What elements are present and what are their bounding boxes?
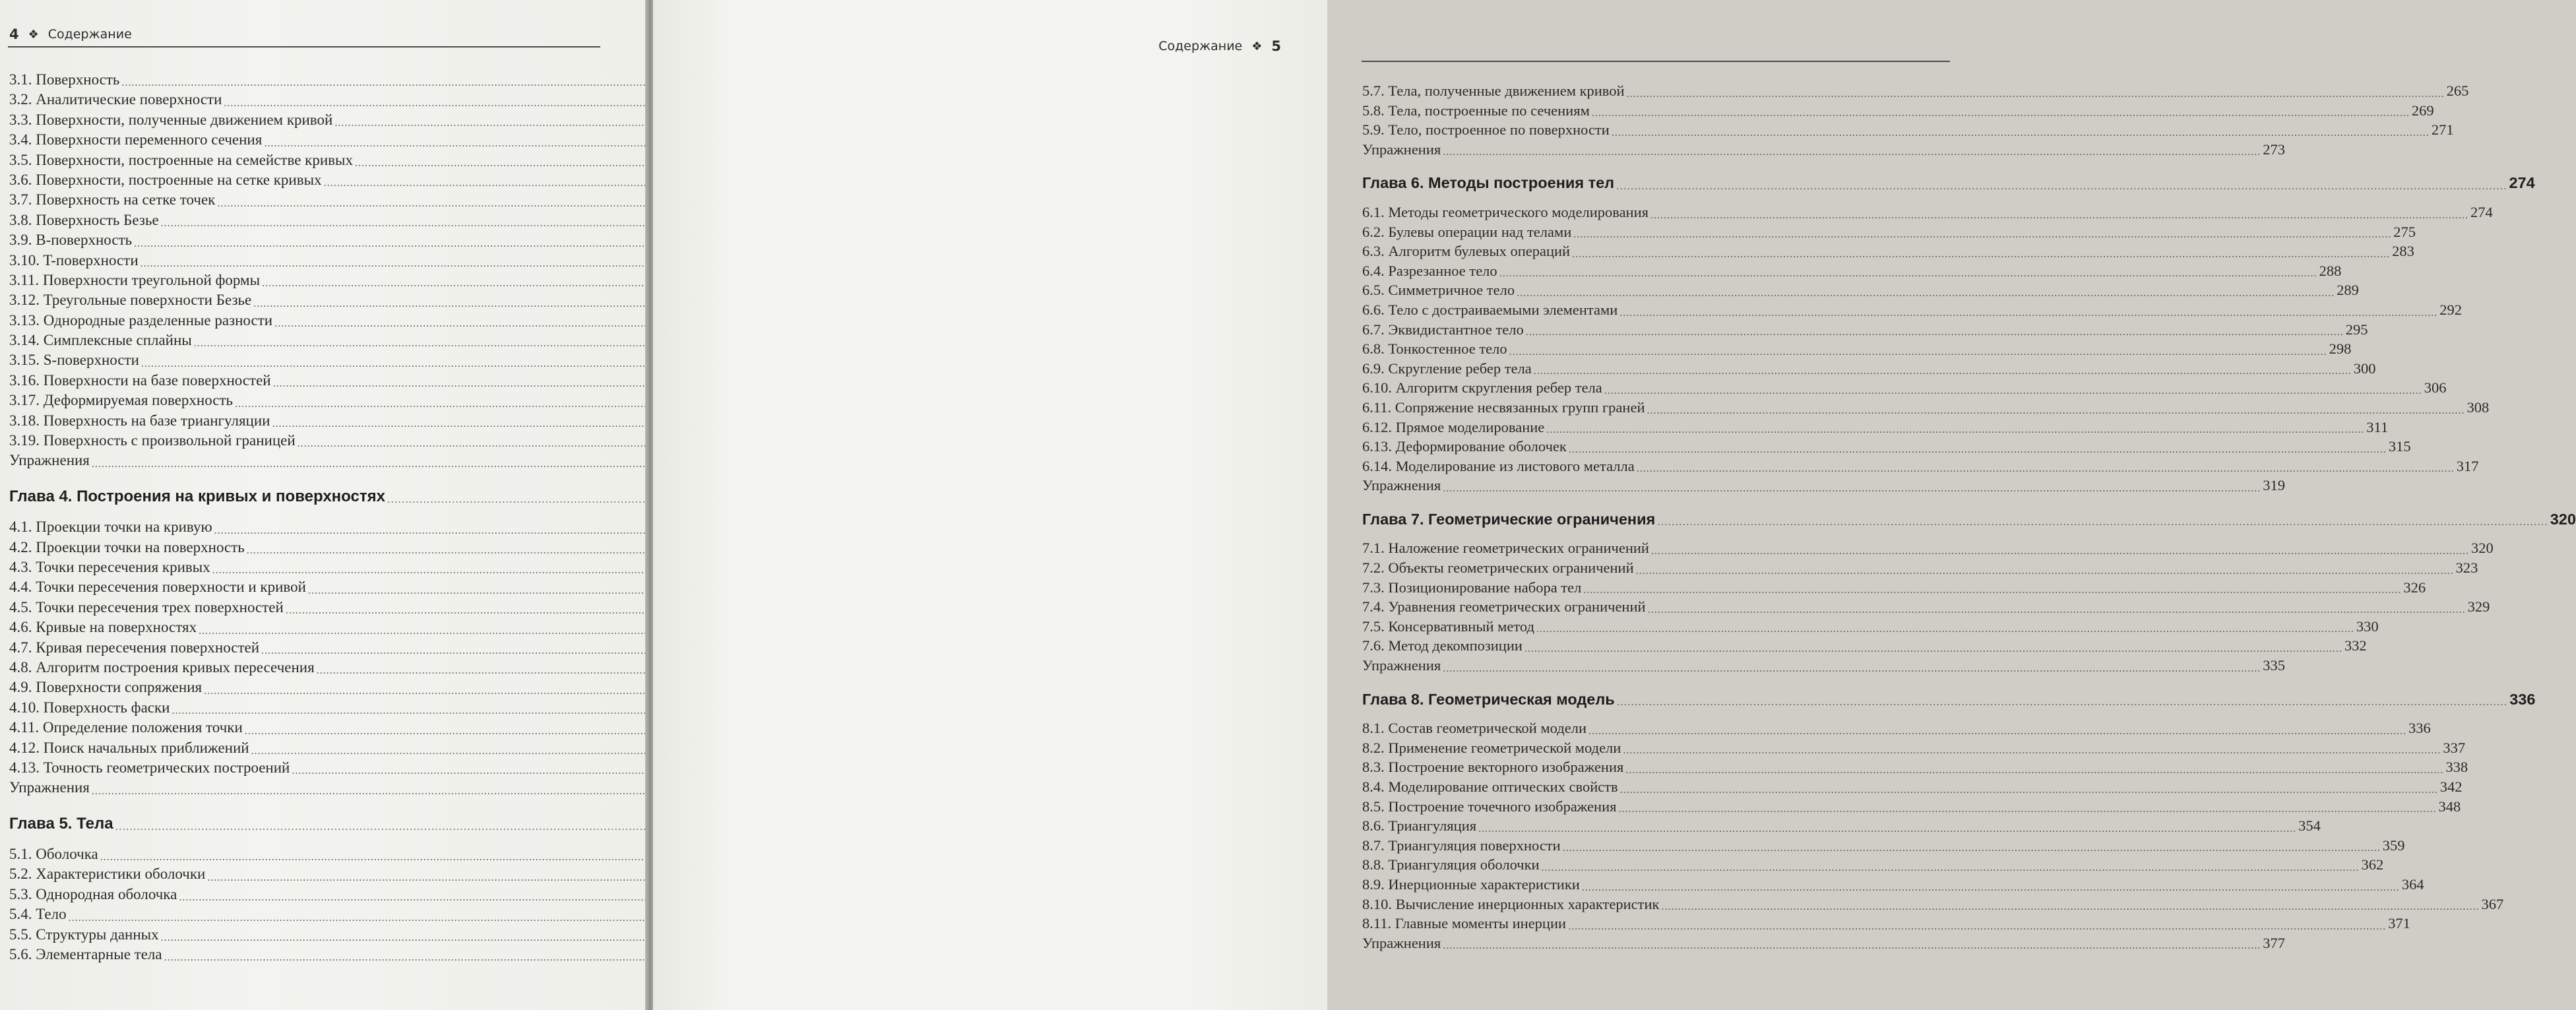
entry-title: 8.1. Состав геометрической модели xyxy=(1362,720,1586,737)
toc-entry xyxy=(9,391,603,410)
toc-entry xyxy=(9,311,603,331)
dot-leader xyxy=(1620,784,2438,797)
page-ref: 265 xyxy=(2446,82,2469,99)
entry-title: 3.3. Поверхности, полученные движением кривой xyxy=(9,111,333,128)
dot-leader xyxy=(1636,565,2454,578)
toc-entry xyxy=(9,110,603,130)
dot-leader xyxy=(1582,881,2400,895)
toc-entry xyxy=(9,945,603,964)
entry-title: 7.2. Объекты геометрических ограничений xyxy=(1362,559,1634,577)
entry-title: 3.4. Поверхности переменного сечения xyxy=(9,131,263,148)
toc-entry xyxy=(9,270,603,290)
chapter-title: Глава 6. Методы построения тел xyxy=(1362,174,1615,192)
entry-title: 7.6. Метод декомпозиции xyxy=(1362,637,1523,654)
entry-title: 6.11. Сопряжение несвязанных групп граней xyxy=(1362,398,1645,416)
page-ref: 337 xyxy=(2443,739,2466,756)
page-ref: 274 xyxy=(2470,203,2493,220)
toc-entry xyxy=(9,290,603,310)
entry-title: 3.13. Однородные разделенные разности xyxy=(9,311,273,329)
toc-entry xyxy=(9,350,603,370)
toc-entry xyxy=(1362,140,2285,160)
entry-title: Упражнения xyxy=(9,779,90,796)
dot-leader xyxy=(1651,545,2469,558)
entry-title: 3.6. Поверхности, построенные на сетке кривых xyxy=(9,171,322,188)
toc-entry xyxy=(9,70,603,90)
toc-entry xyxy=(1362,398,2490,418)
running-head-left xyxy=(9,26,132,42)
toc-entry xyxy=(1362,875,2424,895)
dot-leader xyxy=(1443,662,2261,676)
toc-entry xyxy=(1362,578,2426,598)
page-ref: 311 xyxy=(2366,418,2389,435)
entry-title: 6.5. Симметричное тело xyxy=(1362,282,1515,299)
page-ref: 329 xyxy=(2467,598,2490,615)
dot-leader xyxy=(1650,209,2468,222)
toc-entry xyxy=(9,925,603,945)
toc-entry xyxy=(9,638,603,658)
entry-title: 8.5. Построение точечного изображения xyxy=(1362,798,1617,815)
entry-title: 5.6. Элементарные тела xyxy=(9,946,162,963)
entry-title: 7.5. Консервативный метод xyxy=(1362,617,1534,635)
dot-leader xyxy=(1604,385,2422,398)
entry-title: 4.1. Проекции точки на кривую xyxy=(9,519,212,536)
chapter-title: Глава 5. Тела xyxy=(9,814,113,833)
toc-entry xyxy=(1362,280,2359,300)
entry-title: 4.11. Определение положения точки xyxy=(9,719,243,736)
dot-leader xyxy=(1583,584,2401,597)
toc-entry xyxy=(1362,933,2285,953)
page-ref: 332 xyxy=(2344,637,2367,654)
toc-entry xyxy=(1362,914,2410,933)
entry-title: 3.19. Поверхность с произвольной границей xyxy=(9,432,296,449)
toc-entry xyxy=(1362,656,2285,676)
toc-entry xyxy=(1362,81,2469,101)
entry-title: 3.17. Деформируемая поверхность xyxy=(9,392,234,409)
dot-leader xyxy=(1478,823,2296,836)
entry-title: 5.5. Структуры данных xyxy=(9,926,159,943)
dot-leader xyxy=(1572,248,2390,261)
dot-leader xyxy=(1623,744,2441,757)
toc-entry xyxy=(9,658,603,678)
toc-chapter-heading xyxy=(9,814,603,834)
dot-leader xyxy=(1647,404,2465,418)
dot-leader xyxy=(1648,604,2466,617)
toc-entry xyxy=(1362,816,2321,836)
page-ref: 271 xyxy=(2431,121,2454,139)
page-ref: 320 xyxy=(2470,540,2494,557)
entry-title: Упражнения xyxy=(1362,657,1441,674)
entry-title: 4.4. Точки пересечения поверхности и кривой xyxy=(9,579,306,596)
entry-title: 6.1. Методы геометрического моделирования xyxy=(1362,203,1649,220)
toc-entry xyxy=(9,758,603,778)
chapter-title: Глава 4. Построения на кривых и поверхностях xyxy=(9,487,385,505)
page-ref: 292 xyxy=(2439,301,2463,318)
toc-entry xyxy=(9,411,603,431)
dot-leader xyxy=(1592,107,2410,120)
page-ref: 367 xyxy=(2481,895,2504,912)
entry-title: 6.13. Деформирование оболочек xyxy=(1362,438,1567,455)
page-ref: 320 xyxy=(2550,510,2576,528)
toc-entry xyxy=(9,210,603,230)
page-number: 5 xyxy=(1271,38,1281,54)
toc-entry xyxy=(1362,777,2463,797)
dot-leader xyxy=(1619,307,2437,320)
entry-title: 8.9. Инерционные характеристики xyxy=(1362,875,1580,893)
header-rule xyxy=(8,46,600,47)
toc-entry xyxy=(1362,378,2447,398)
toc-chapter-heading xyxy=(1362,510,2576,530)
toc-entry xyxy=(9,557,603,577)
dot-leader xyxy=(1637,462,2455,476)
toc-entry xyxy=(1362,718,2431,738)
dot-leader xyxy=(1443,939,2261,953)
toc-left xyxy=(9,70,603,964)
page-ref: 342 xyxy=(2439,778,2463,795)
entry-title: 3.5. Поверхности, построенные на семействе кривых xyxy=(9,151,353,168)
page-ref: 330 xyxy=(2356,617,2379,635)
toc-entry xyxy=(9,844,603,864)
dot-leader xyxy=(1509,346,2327,359)
entry-title: Упражнения xyxy=(1362,141,1441,158)
running-head-title: Содержание xyxy=(1158,39,1243,53)
toc-entry xyxy=(9,431,603,451)
entry-title: 3.12. Треугольные поверхности Безье xyxy=(9,292,252,309)
toc-entry xyxy=(1362,241,2414,261)
dot-leader xyxy=(1443,482,2261,495)
dot-leader xyxy=(1616,180,2507,193)
entry-title: 7.3. Позиционирование набора тел xyxy=(1362,579,1582,596)
entry-title: 3.15. S-поверхности xyxy=(9,352,139,369)
running-head-title: Содержание xyxy=(47,27,132,42)
toc-entry xyxy=(9,331,603,350)
entry-title: 4.3. Точки пересечения кривых xyxy=(9,558,210,575)
entry-title: 3.10. T-поверхности xyxy=(9,251,139,268)
page-ref: 275 xyxy=(2393,223,2416,240)
entry-title: 3.1. Поверхность xyxy=(9,71,120,88)
chapter-title: Глава 7. Геометрические ограничения xyxy=(1362,510,1656,528)
dot-leader xyxy=(1534,365,2352,378)
dot-leader xyxy=(1625,764,2443,777)
toc-entry xyxy=(9,598,603,617)
toc-entry xyxy=(1362,222,2416,242)
dot-leader xyxy=(1617,696,2507,709)
toc-entry xyxy=(9,577,603,597)
dot-leader xyxy=(1618,803,2436,816)
toc-entry xyxy=(9,718,603,738)
toc-chapter-heading xyxy=(1362,690,2536,710)
toc-entry xyxy=(1362,457,2479,476)
toc-entry xyxy=(1362,738,2466,758)
toc-entry xyxy=(1362,636,2367,656)
entry-title: 6.7. Эквидистантное тело xyxy=(1362,321,1524,338)
toc-right xyxy=(1362,81,2576,953)
header-rule xyxy=(1362,61,1950,62)
page-ref: 300 xyxy=(2353,360,2376,377)
entry-title: 4.6. Кривые на поверхностях xyxy=(9,619,197,636)
page-ref: 348 xyxy=(2438,798,2461,815)
entry-title: 4.13. Точность геометрических построений xyxy=(9,759,290,776)
entry-title: 8.10. Вычисление инерционных характеристик xyxy=(1362,895,1660,912)
page-ref: 308 xyxy=(2466,398,2490,416)
toc-entry xyxy=(1362,597,2490,617)
toc-entry xyxy=(1362,617,2379,637)
page-ref: 336 xyxy=(2509,690,2536,708)
toc-entry xyxy=(9,190,603,210)
dot-leader xyxy=(1563,842,2381,855)
entry-title: 5.1. Оболочка xyxy=(9,846,98,863)
toc-entry xyxy=(9,517,603,537)
entry-title: 5.2. Характеристики оболочки xyxy=(9,866,206,883)
running-head-right xyxy=(1158,38,1281,54)
toc-chapter-heading xyxy=(1362,174,2535,193)
page-ref: 319 xyxy=(2263,477,2285,494)
entry-title: Упражнения xyxy=(1362,477,1441,494)
entry-title: 5.9. Тело, построенное по поверхности xyxy=(1362,121,1610,139)
page-ref: 274 xyxy=(2509,174,2535,192)
entry-title: 4.10. Поверхность фаски xyxy=(9,699,170,716)
toc-entry xyxy=(9,738,603,758)
page-ref: 315 xyxy=(2388,438,2411,455)
dot-leader xyxy=(1536,623,2354,636)
toc-entry xyxy=(9,678,603,697)
toc-entry xyxy=(1362,797,2461,817)
dot-leader xyxy=(1573,228,2391,241)
entry-title: 3.7. Поверхность на сетке точек xyxy=(9,191,216,208)
page-ref: 295 xyxy=(2345,321,2368,338)
entry-title: 4.2. Проекции точки на поверхность xyxy=(9,538,245,555)
toc-entry xyxy=(1362,359,2376,379)
page-ref: 288 xyxy=(2319,262,2342,279)
entry-title: 4.5. Точки пересечения трех поверхностей xyxy=(9,598,284,615)
entry-title: 6.4. Разрезанное тело xyxy=(1362,262,1497,279)
toc-entry xyxy=(9,371,603,391)
entry-title: 8.11. Главные моменты инерции xyxy=(1362,915,1567,932)
entry-title: 8.6. Триангуляция xyxy=(1362,817,1477,835)
dot-leader xyxy=(1661,900,2479,914)
entry-title: Упражнения xyxy=(1362,934,1441,951)
toc-entry xyxy=(9,864,603,884)
entry-title: 3.2. Аналитические поверхности xyxy=(9,91,222,108)
entry-title: 3.18. Поверхность на базе триангуляции xyxy=(9,412,270,429)
entry-title: 6.12. Прямое моделирование xyxy=(1362,418,1545,435)
page-ref: 269 xyxy=(2411,102,2434,119)
dot-leader xyxy=(1526,326,2344,339)
toc-entry xyxy=(1362,120,2454,140)
chapter-title: Глава 8. Геометрическая модель xyxy=(1362,690,1615,708)
entry-title: 8.3. Построение векторного изображения xyxy=(1362,759,1624,776)
dot-leader xyxy=(1588,725,2406,738)
toc-entry xyxy=(1362,895,2504,914)
toc-entry xyxy=(9,778,603,798)
toc-entry xyxy=(1362,101,2434,121)
entry-title: 5.8. Тела, построенные по сечениям xyxy=(1362,102,1590,119)
page-ref: 283 xyxy=(2392,243,2414,260)
toc-entry xyxy=(1362,203,2493,222)
entry-title: 4.7. Кривая пересечения поверхностей xyxy=(9,639,260,656)
page-ref: 371 xyxy=(2388,915,2410,932)
entry-title: 3.8. Поверхность Безье xyxy=(9,211,159,228)
entry-title: 6.2. Булевы операции над телами xyxy=(1362,223,1572,240)
toc-entry xyxy=(1362,320,2368,340)
toc-entry xyxy=(9,230,603,250)
entry-title: 6.10. Алгоритм скругления ребер тела xyxy=(1362,379,1602,396)
page-ref: 323 xyxy=(2455,559,2478,577)
page-number: 4 xyxy=(9,26,19,42)
toc-entry xyxy=(1362,558,2478,578)
entry-title: 6.9. Скругление ребер тела xyxy=(1362,360,1532,377)
page-ref: 317 xyxy=(2456,457,2479,474)
entry-title: 6.6. Тело с достраиваемыми элементами xyxy=(1362,301,1618,318)
page-ref: 306 xyxy=(2424,379,2447,396)
toc-entry xyxy=(9,698,603,718)
toc-entry xyxy=(1362,538,2494,558)
entry-title: 8.7. Триангуляция поверхности xyxy=(1362,836,1561,854)
toc-entry xyxy=(9,130,603,150)
toc-entry xyxy=(9,885,603,904)
toc-entry xyxy=(9,617,603,637)
dot-leader xyxy=(1542,862,2360,875)
entry-title: 7.1. Наложение геометрических ограничений xyxy=(1362,540,1649,557)
toc-entry xyxy=(1362,476,2285,495)
toc-entry xyxy=(9,538,603,557)
entry-title: 4.12. Поиск начальных приближений xyxy=(9,739,249,756)
toc-entry xyxy=(9,90,603,110)
toc-entry xyxy=(9,251,603,270)
toc-chapter-heading xyxy=(9,487,603,507)
entry-title: 6.14. Моделирование из листового металла xyxy=(1362,457,1635,474)
toc-entry xyxy=(1362,339,2352,359)
toc-entry xyxy=(1362,855,2384,875)
entry-title: 3.9. B-поверхность xyxy=(9,232,133,249)
page-ref: 335 xyxy=(2263,657,2285,674)
page-ref: 326 xyxy=(2403,579,2426,596)
toc-entry xyxy=(9,904,603,924)
toc-entry xyxy=(1362,437,2411,457)
toc-entry xyxy=(9,451,603,470)
toc-entry xyxy=(1362,300,2463,320)
entry-title: 5.7. Тела, полученные движением кривой xyxy=(1362,82,1625,99)
dot-leader xyxy=(1546,424,2364,437)
ornament-icon: ❖ xyxy=(28,27,39,42)
toc-entry xyxy=(1362,757,2468,777)
entry-title: 3.16. Поверхности на базе поверхностей xyxy=(9,371,271,389)
entry-title: 5.4. Тело xyxy=(9,906,67,923)
toc-entry xyxy=(9,170,603,190)
page-ref: 359 xyxy=(2382,836,2405,854)
page-ref: 273 xyxy=(2263,141,2285,158)
dot-leader xyxy=(1443,146,2261,159)
toc-entry xyxy=(1362,836,2405,856)
page-ref: 338 xyxy=(2445,759,2468,776)
entry-title: 8.8. Триангуляция оболочки xyxy=(1362,856,1540,873)
entry-title: 8.4. Моделирование оптических свойств xyxy=(1362,778,1618,795)
entry-title: 5.3. Однородная оболочка xyxy=(9,885,177,902)
entry-title: Упражнения xyxy=(9,452,90,469)
toc-entry xyxy=(1362,418,2389,437)
page-ref: 298 xyxy=(2329,340,2352,358)
page-ref: 354 xyxy=(2298,817,2321,835)
toc-entry xyxy=(9,150,603,170)
page-ref: 364 xyxy=(2401,875,2424,893)
dot-leader xyxy=(1569,443,2387,457)
left-page xyxy=(0,0,646,1010)
entry-title: 7.4. Уравнения геометрических ограничений xyxy=(1362,598,1646,615)
entry-title: 6.8. Тонкостенное тело xyxy=(1362,340,1507,358)
entry-title: 3.14. Симплексные сплайны xyxy=(9,332,192,349)
entry-title: 3.11. Поверхности треугольной формы xyxy=(9,271,261,288)
entry-title: 4.9. Поверхности сопряжения xyxy=(9,679,203,696)
entry-title: 4.8. Алгоритм построения кривых пересечения xyxy=(9,658,315,676)
page-ref: 289 xyxy=(2337,282,2359,299)
dot-leader xyxy=(1524,643,2342,656)
dot-leader xyxy=(1657,516,2548,529)
page-ref: 336 xyxy=(2408,720,2431,737)
entry-title: 6.3. Алгоритм булевых операций xyxy=(1362,243,1571,260)
page-ref: 362 xyxy=(2361,856,2384,873)
dot-leader xyxy=(1499,267,2317,280)
dot-leader xyxy=(1568,920,2386,933)
dot-leader xyxy=(1612,127,2430,140)
entry-title: 8.2. Применение геометрической модели xyxy=(1362,739,1621,756)
page-ref: 377 xyxy=(2263,934,2285,951)
ornament-icon: ❖ xyxy=(1251,39,1263,53)
toc-entry xyxy=(1362,261,2342,281)
dot-leader xyxy=(1517,287,2335,300)
dot-leader xyxy=(1627,88,2445,101)
right-page xyxy=(653,0,2576,1010)
